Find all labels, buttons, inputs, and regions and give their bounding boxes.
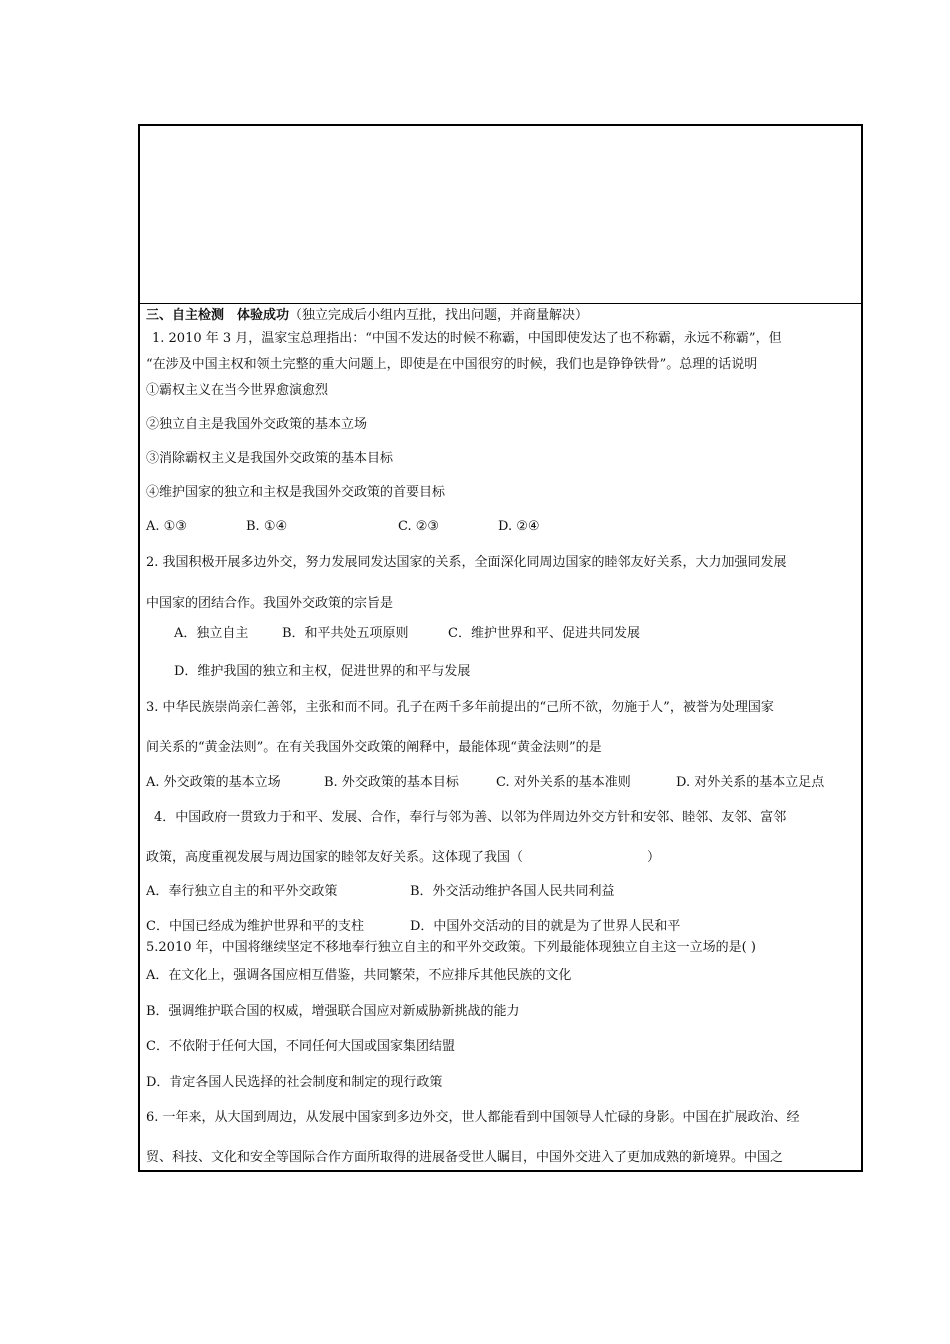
q6-stem-line1: 6. 一年来，从大国到周边，从发展中国家到多边外交，世人都能看到中国领导人忙碌的身影。中国在扩展政治、经: [146, 1110, 800, 1125]
q4-paren-close: ）: [647, 850, 661, 865]
q1-option-b: B. ①④: [246, 519, 288, 534]
section-header: [146, 308, 588, 324]
q1-item-3: ③消除霸权主义是我国外交政策的基本目标: [146, 451, 394, 466]
q4-stem-line1: 4．中国政府一贯致力于和平、发展、合作，奉行与邻为善、以邻为伴周边外交方针和安邻、睦邻、友邻、富邻: [154, 810, 787, 825]
q1-item-2: ②独立自主是我国外交政策的基本立场: [146, 417, 368, 432]
q1-stem-line1: 1. 2010 年 3 月，温家宝总理指出：“中国不发达的时候不称霸，中国即使发达了也不称霸，永远不称霸”，但: [152, 331, 782, 346]
q5-stem: 5.2010 年，中国将继续坚定不移地奉行独立自主的和平外交政策。下列最能体现独立自主这一立场的是( ): [146, 940, 756, 955]
q2-stem-line2: 中国家的团结合作。我国外交政策的宗旨是: [146, 596, 394, 611]
worksheet-table: [138, 124, 863, 1172]
q5-option-b: B．强调维护联合国的权威，增强联合国应对新威胁新挑战的能力: [146, 1004, 520, 1019]
q2-option-c: C．维护世界和平、促进共同发展: [448, 626, 640, 641]
q3-option-c: C. 对外关系的基本准则: [496, 775, 631, 790]
section-note: （独立完成后小组内互批，找出问题，并商量解决）: [289, 308, 589, 323]
q3-option-a: A. 外交政策的基本立场: [146, 775, 281, 790]
q4-option-b: B．外交活动维护各国人民共同利益: [410, 884, 615, 899]
q3-stem-line1: 3. 中华民族崇尚亲仁善邻，主张和而不同。孔子在两千多年前提出的“己所不欲，勿施于人”，被誉为处理国家: [146, 700, 774, 715]
q1-stem-line2: “在涉及中国主权和领土完整的重大问题上，即使是在中国很穷的时候，我们也是铮铮铁骨”。总理的话说明: [146, 357, 758, 372]
q4-stem-text: 政策，高度重视发展与周边国家的睦邻友好关系。这体现了我国（: [146, 850, 524, 865]
section-heading: 三、自主检测 体验成功: [146, 308, 290, 323]
q2-option-b: B．和平共处五项原则: [282, 626, 409, 641]
self-test-section: [140, 304, 861, 1170]
blank-cell: [140, 126, 861, 304]
q4-stem-line2: [146, 850, 660, 866]
q1-item-4: ④维护国家的独立和主权是我国外交政策的首要目标: [146, 485, 446, 500]
q5-option-a: A．在文化上，强调各国应相互借鉴，共同繁荣，不应排斥其他民族的文化: [146, 968, 572, 983]
q2-option-d: D．维护我国的独立和主权，促进世界的和平与发展: [174, 664, 471, 679]
q1-option-a: A. ①③: [146, 519, 187, 534]
q1-item-1: ①霸权主义在当今世界愈演愈烈: [146, 383, 329, 398]
q3-option-d: D. 对外关系的基本立足点: [676, 775, 825, 790]
q6-stem-line2: 贸、科技、文化和安全等国际合作方面所取得的进展备受世人瞩目，中国外交进入了更加成熟的新境界。中国之: [146, 1150, 784, 1165]
q5-option-d: D．肯定各国人民选择的社会制度和制定的现行政策: [146, 1075, 443, 1090]
q2-stem-line1: 2. 我国积极开展多边外交，努力发展同发达国家的关系，全面深化同周边国家的睦邻友好关系，大力加强同发展: [146, 555, 787, 570]
q1-option-d: D. ②④: [498, 519, 540, 534]
q3-stem-line2: 间关系的“黄金法则”。在有关我国外交政策的阐释中，最能体现“黄金法则”的是: [146, 740, 602, 755]
q5-option-c: C．不依附于任何大国，不同任何大国或国家集团结盟: [146, 1039, 455, 1054]
q4-option-a: A．奉行独立自主的和平外交政策: [146, 884, 338, 899]
q4-option-d: D．中国外交活动的目的就是为了世界人民和平: [410, 919, 681, 934]
q4-option-c: C．中国已经成为维护世界和平的支柱: [146, 919, 364, 934]
q1-option-c: C. ②③: [398, 519, 440, 534]
q2-option-a: A．独立自主: [174, 626, 249, 641]
q3-option-b: B. 外交政策的基本目标: [324, 775, 459, 790]
